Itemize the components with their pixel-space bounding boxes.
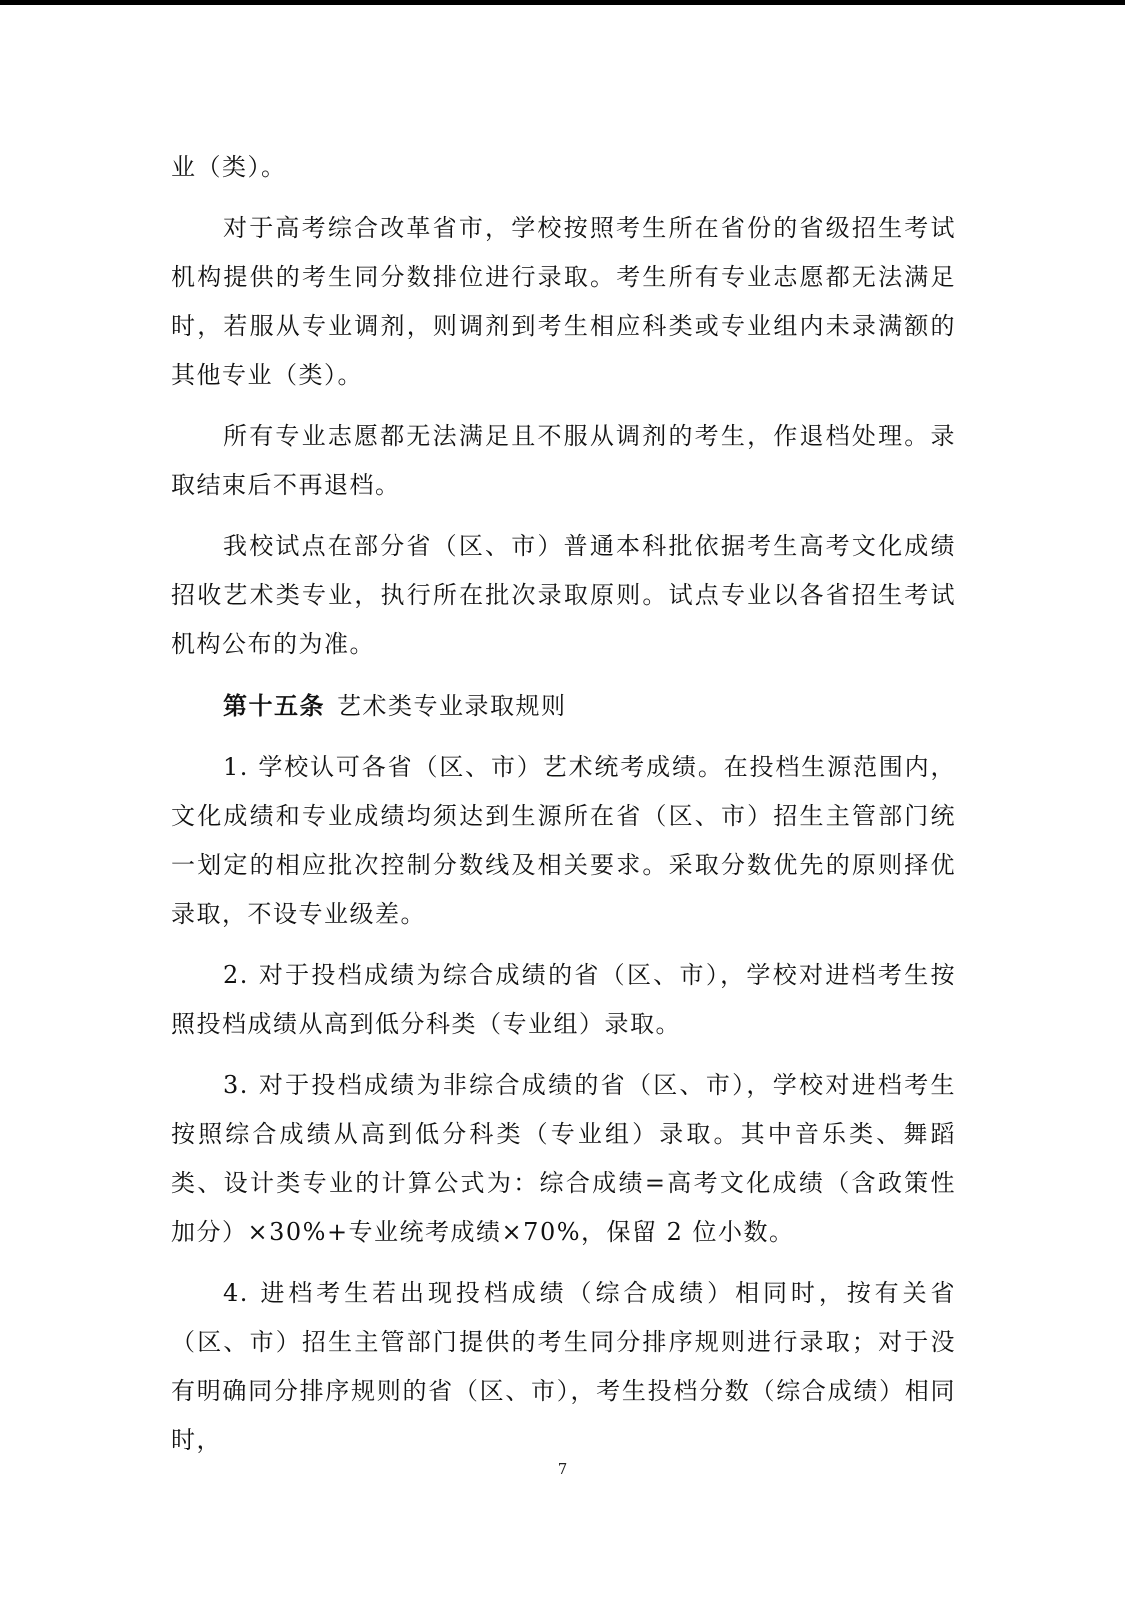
rule-item-4: 4. 进档考生若出现投档成绩（综合成绩）相同时，按有关省（区、市）招生主管部门提供的考生同分排序规则进行录取；对于没有明确同分排序规则的省（区、市），考生投档分数（综合成绩）相同时， <box>171 1279 956 1454</box>
paragraph-withdrawal: 所有专业志愿都无法满足且不服从调剂的考生，作退档处理。录取结束后不再退档。 <box>171 422 956 499</box>
document-body <box>171 143 956 1465</box>
rule-item-3: 3. 对于投档成绩为非综合成绩的省（区、市），学校对进档考生按照综合成绩从高到低分科类（专业组）录取。其中音乐类、舞蹈类、设计类专业的计算公式为：综合成绩=高考文化成绩（含政策性加分）×30%+专业统考成绩×70%，保留 2 位小数。 <box>171 1071 956 1246</box>
page-number: 7 <box>557 1460 568 1478</box>
top-border-rule <box>0 0 1125 5</box>
article-number: 第十五条 <box>223 691 325 720</box>
rule-item-1: 1. 学校认可各省（区、市）艺术统考成绩。在投档生源范围内，文化成绩和专业成绩均须达到生源所在省（区、市）招生主管部门统一划定的相应批次控制分数线及相关要求。采取分数优先的原则择优录取，不设专业级差。 <box>171 753 956 928</box>
paragraph-continuation: 业（类）。 <box>171 153 287 181</box>
paragraph-pilot-art: 我校试点在部分省（区、市）普通本科批依据考生高考文化成绩招收艺术类专业，执行所在批次录取原则。试点专业以各省招生考试机构公布的为准。 <box>171 532 956 658</box>
article-heading <box>171 681 956 731</box>
article-title: 艺术类专业录取规则 <box>337 692 567 720</box>
rule-item-2: 2. 对于投档成绩为综合成绩的省（区、市），学校对进档考生按照投档成绩从高到低分科类（专业组）录取。 <box>171 961 956 1038</box>
paragraph-reform-provinces: 对于高考综合改革省市，学校按照考生所在省份的省级招生考试机构提供的考生同分数排位进行录取。考生所有专业志愿都无法满足时，若服从专业调剂，则调剂到考生相应科类或专业组内未录满额的其他专业（类）。 <box>171 214 956 389</box>
